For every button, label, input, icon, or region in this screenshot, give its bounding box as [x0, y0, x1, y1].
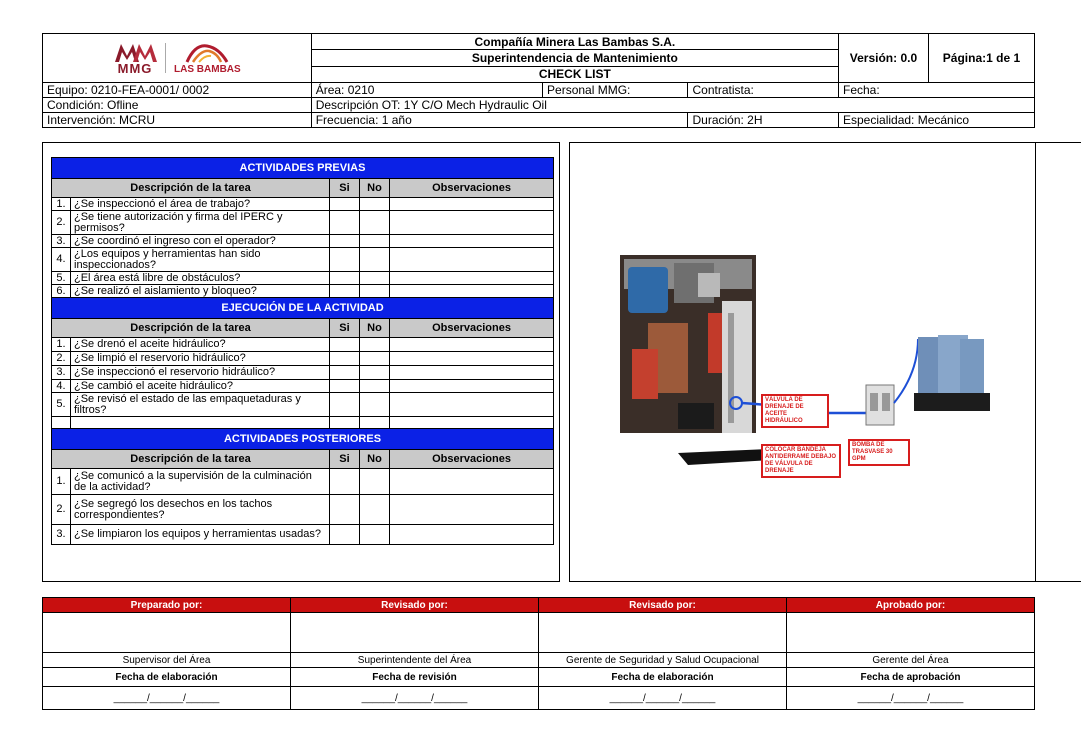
footer-header: Preparado por:: [43, 598, 291, 613]
doc-type: CHECK LIST: [311, 66, 838, 82]
si-cell[interactable]: [330, 469, 360, 495]
equipment-photo-panel: [569, 142, 1036, 582]
personal-field: Personal MMG:: [543, 83, 688, 98]
col-no-header: No: [360, 319, 390, 338]
document-header: [42, 33, 1035, 128]
no-cell[interactable]: [360, 469, 390, 495]
department-name: Superintendencia de Mantenimiento: [311, 50, 838, 66]
table-row: 2. ¿Se limpió el reservorio hidráulico?: [52, 352, 554, 366]
col-obs-header: Observaciones: [390, 319, 554, 338]
logo-divider: [165, 43, 166, 73]
obs-cell[interactable]: [390, 211, 554, 235]
table-row: 2. ¿Se segregó los desechos en los tachos correspondientes?: [52, 495, 554, 525]
si-cell[interactable]: [330, 211, 360, 235]
footer-header: Aprobado por:: [787, 598, 1035, 613]
table-row: 6. ¿Se realizó el aislamiento y bloqueo?: [52, 285, 554, 298]
no-cell[interactable]: [360, 338, 390, 352]
checklist-table: [51, 157, 554, 545]
obs-cell[interactable]: [390, 198, 554, 211]
footer-header: Revisado por:: [291, 598, 539, 613]
col-desc-header: Descripción de la tarea: [52, 319, 330, 338]
si-cell[interactable]: [330, 235, 360, 248]
no-cell[interactable]: [360, 285, 390, 298]
si-cell[interactable]: [330, 393, 360, 417]
si-cell[interactable]: [330, 495, 360, 525]
table-row: 2. ¿Se tiene autorización y firma del IPERC y permisos?: [52, 211, 554, 235]
border-line: [1036, 581, 1081, 582]
footer-date-label: Fecha de revisión: [291, 668, 539, 687]
signature-box[interactable]: [291, 613, 539, 653]
no-cell[interactable]: [360, 235, 390, 248]
callout-pump: BOMBA DE TRASVASE 30 GPM: [848, 439, 910, 466]
si-cell[interactable]: [330, 338, 360, 352]
obs-cell[interactable]: [390, 352, 554, 366]
no-cell[interactable]: [360, 248, 390, 272]
table-row: 5. ¿Se revisó el estado de las empaquetaduras y filtros?: [52, 393, 554, 417]
col-no-header: No: [360, 179, 390, 198]
section-title: ACTIVIDADES PREVIAS: [52, 158, 554, 179]
col-desc-header: Descripción de la tarea: [52, 179, 330, 198]
no-cell[interactable]: [360, 198, 390, 211]
page-label: Página:1 de 1: [928, 34, 1034, 83]
footer-date-field[interactable]: ______/______/______: [539, 687, 787, 710]
table-row: 1. ¿Se comunicó a la supervisión de la culminación de la actividad?: [52, 469, 554, 495]
si-cell[interactable]: [330, 366, 360, 380]
si-cell[interactable]: [330, 272, 360, 285]
si-cell[interactable]: [330, 198, 360, 211]
footer-date-field[interactable]: ______/______/______: [787, 687, 1035, 710]
area-field: Área: 0210: [311, 83, 542, 98]
obs-cell[interactable]: [390, 495, 554, 525]
obs-cell[interactable]: [390, 235, 554, 248]
col-si-header: Si: [330, 450, 360, 469]
footer-date-label: Fecha de elaboración: [43, 668, 291, 687]
mmg-logo: MMG: [113, 42, 157, 75]
footer-role: Gerente del Área: [787, 653, 1035, 668]
footer-role: Supervisor del Área: [43, 653, 291, 668]
footer-role: Gerente de Seguridad y Salud Ocupacional: [539, 653, 787, 668]
version-label: Versión: 0.0: [839, 34, 929, 83]
si-cell[interactable]: [330, 352, 360, 366]
obs-cell[interactable]: [390, 272, 554, 285]
no-cell[interactable]: [360, 272, 390, 285]
obs-cell[interactable]: [390, 285, 554, 298]
no-cell[interactable]: [360, 495, 390, 525]
signature-box[interactable]: [787, 613, 1035, 653]
obs-cell[interactable]: [390, 366, 554, 380]
no-cell[interactable]: [360, 380, 390, 393]
checklist-panel: [42, 142, 560, 582]
col-si-header: Si: [330, 319, 360, 338]
table-row: 4. ¿Los equipos y herramientas han sido inspeccionados?: [52, 248, 554, 272]
no-cell[interactable]: [360, 352, 390, 366]
logo-cell: [43, 34, 312, 83]
table-row: 3. ¿Se limpiaron los equipos y herramientas usadas?: [52, 525, 554, 545]
footer-role: Superintendente del Área: [291, 653, 539, 668]
col-obs-header: Observaciones: [390, 450, 554, 469]
col-no-header: No: [360, 450, 390, 469]
fecha-field: Fecha:: [839, 83, 1035, 98]
si-cell[interactable]: [330, 285, 360, 298]
obs-cell[interactable]: [390, 393, 554, 417]
approval-footer: [42, 597, 1035, 710]
obs-cell[interactable]: [390, 469, 554, 495]
si-cell[interactable]: [330, 380, 360, 393]
section-title: EJECUCIÓN DE LA ACTIVIDAD: [52, 298, 554, 319]
table-row: 3. ¿Se inspeccionó el reservorio hidráulico?: [52, 366, 554, 380]
contratista-field: Contratista:: [688, 83, 839, 98]
obs-cell[interactable]: [390, 525, 554, 545]
callout-spill-tray: COLOCAR BANDEJA ANTIDERRAME DEBAJO DE VÁLVULA DE DRENAJE: [761, 444, 841, 478]
table-row: 5. ¿El área está libre de obstáculos?: [52, 272, 554, 285]
obs-cell[interactable]: [390, 380, 554, 393]
equipo-field: Equipo: 0210-FEA-0001/ 0002: [43, 83, 312, 98]
section-title: ACTIVIDADES POSTERIORES: [52, 429, 554, 450]
table-row: 1. ¿Se drenó el aceite hidráulico?: [52, 338, 554, 352]
col-si-header: Si: [330, 179, 360, 198]
signature-box[interactable]: [43, 613, 291, 653]
las-bambas-logo-icon: [181, 42, 233, 64]
border-line: [1036, 142, 1081, 143]
mmg-logo-icon: [113, 42, 157, 62]
col-obs-header: Observaciones: [390, 179, 554, 198]
duracion-field: Duración: 2H: [688, 113, 839, 128]
descripcion-field: Descripción OT: 1Y C/O Mech Hydraulic Oil: [311, 98, 1034, 113]
especialidad-field: Especialidad: Mecánico: [839, 113, 1035, 128]
obs-cell[interactable]: [390, 248, 554, 272]
no-cell[interactable]: [360, 211, 390, 235]
las-bambas-logo: LAS BAMBAS: [174, 42, 241, 75]
intervencion-field: Intervención: MCRU: [43, 113, 312, 128]
table-row: 1. ¿Se inspeccionó el área de trabajo?: [52, 198, 554, 211]
footer-header: Revisado por:: [539, 598, 787, 613]
no-cell[interactable]: [360, 366, 390, 380]
signature-box[interactable]: [539, 613, 787, 653]
footer-date-field[interactable]: ______/______/______: [291, 687, 539, 710]
si-cell[interactable]: [330, 248, 360, 272]
footer-date-label: Fecha de elaboración: [539, 668, 787, 687]
company-name: Compañía Minera Las Bambas S.A.: [311, 34, 838, 50]
no-cell[interactable]: [360, 525, 390, 545]
obs-cell[interactable]: [390, 338, 554, 352]
no-cell[interactable]: [360, 393, 390, 417]
table-row: 4. ¿Se cambió el aceite hidráulico?: [52, 380, 554, 393]
table-row: 3. ¿Se coordinó el ingreso con el operador?: [52, 235, 554, 248]
footer-date-field[interactable]: ______/______/______: [43, 687, 291, 710]
col-desc-header: Descripción de la tarea: [52, 450, 330, 469]
table-row-empty: [52, 417, 554, 429]
condicion-field: Condición: Ofline: [43, 98, 312, 113]
callout-drain-valve: VÁLVULA DE DRENAJE DE ACEITE HIDRÁULICO: [761, 394, 829, 428]
si-cell[interactable]: [330, 525, 360, 545]
frecuencia-field: Frecuencia: 1 año: [311, 113, 688, 128]
footer-date-label: Fecha de aprobación: [787, 668, 1035, 687]
